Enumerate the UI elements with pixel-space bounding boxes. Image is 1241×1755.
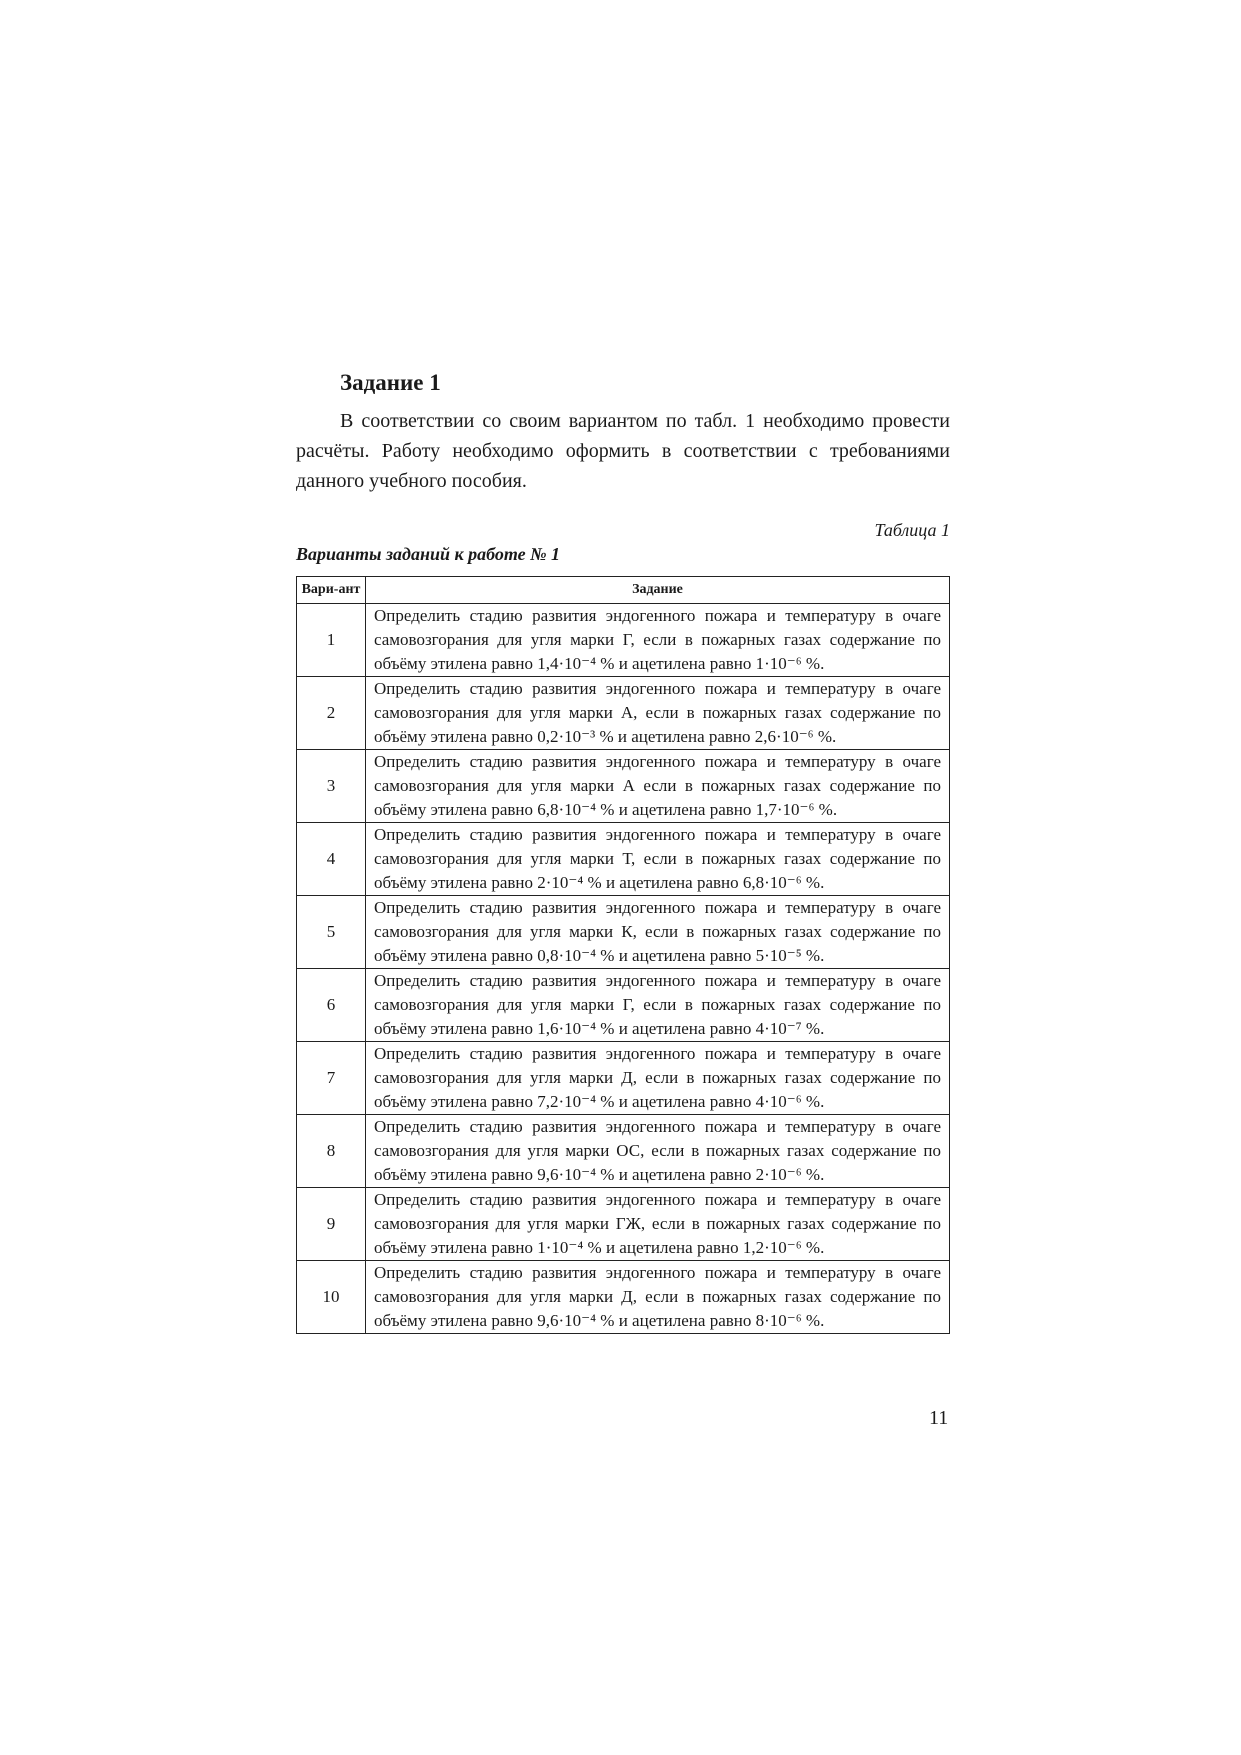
task-text: Определить стадию развития эндогенного пожара и температуру в очаге самовозгорания для угля марки Г, если в пожарных газах содержание по объёму этилена равно 1,4·10⁻⁴ % и ацетилена равно 1·10⁻⁶ %. — [366, 604, 950, 677]
variant-number: 7 — [297, 1042, 366, 1115]
task-text: Определить стадию развития эндогенного пожара и температуру в очаге самовозгорания для угля марки Д, если в пожарных газах содержание по объёму этилена равно 9,6·10⁻⁴ % и ацетилена равно 8·10⁻⁶ %. — [366, 1261, 950, 1334]
table-row — [297, 896, 950, 969]
table-row — [297, 969, 950, 1042]
table-row — [297, 1042, 950, 1115]
variant-number: 4 — [297, 823, 366, 896]
table-header-row — [297, 577, 950, 604]
task-text: Определить стадию развития эндогенного пожара и температуру в очаге самовозгорания для угля марки А, если в пожарных газах содержание по объёму этилена равно 0,2·10⁻³ % и ацетилена равно 2,6·10⁻⁶ %. — [366, 677, 950, 750]
variant-number: 10 — [297, 1261, 366, 1334]
table-row — [297, 677, 950, 750]
task-text: Определить стадию развития эндогенного пожара и температуру в очаге самовозгорания для угля марки Г, если в пожарных газах содержание по объёму этилена равно 1,6·10⁻⁴ % и ацетилена равно 4·10⁻⁷ %. — [366, 969, 950, 1042]
table-row — [297, 823, 950, 896]
table-row — [297, 1188, 950, 1261]
table-label-row — [296, 520, 950, 568]
variant-number: 2 — [297, 677, 366, 750]
task-heading: Задание 1 — [340, 370, 441, 395]
task-text: Определить стадию развития эндогенного пожара и температуру в очаге самовозгорания для угля марки А если в пожарных газах содержание по объёму этилена равно 6,8·10⁻⁴ % и ацетилена равно 1,7·10⁻⁶ %. — [366, 750, 950, 823]
intro-paragraph: В соответствии со своим вариантом по табл. 1 необходимо провести расчёты. Работу необходимо оформить в соответствии с требованиями данного учебного пособия. — [296, 410, 950, 492]
task-text: Определить стадию развития эндогенного пожара и температуру в очаге самовозгорания для угля марки Т, если в пожарных газах содержание по объёму этилена равно 2·10⁻⁴ % и ацетилена равно 6,8·10⁻⁶ %. — [366, 823, 950, 896]
header-task: Задание — [366, 577, 950, 604]
table-row — [297, 604, 950, 677]
variant-number: 9 — [297, 1188, 366, 1261]
task-text: Определить стадию развития эндогенного пожара и температуру в очаге самовозгорания для угля марки ГЖ, если в пожарных газах содержание по объёму этилена равно 1·10⁻⁴ % и ацетилена равно 1,2·10⁻⁶ %. — [366, 1188, 950, 1261]
table-row — [297, 1261, 950, 1334]
variant-number: 3 — [297, 750, 366, 823]
task-text: Определить стадию развития эндогенного пожара и температуру в очаге самовозгорания для угля марки К, если в пожарных газах содержание по объёму этилена равно 0,8·10⁻⁴ % и ацетилена равно 5·10⁻⁵ %. — [366, 896, 950, 969]
table-row — [297, 750, 950, 823]
variant-number: 1 — [297, 604, 366, 677]
variants-table — [296, 576, 950, 1334]
task-text: Определить стадию развития эндогенного пожара и температуру в очаге самовозгорания для угля марки ОС, если в пожарных газах содержание по объёму этилена равно 9,6·10⁻⁴ % и ацетилена равно 2·10⁻⁶ %. — [366, 1115, 950, 1188]
task-text: Определить стадию развития эндогенного пожара и температуру в очаге самовозгорания для угля марки Д, если в пожарных газах содержание по объёму этилена равно 7,2·10⁻⁴ % и ацетилена равно 4·10⁻⁶ %. — [366, 1042, 950, 1115]
page-content — [296, 368, 950, 1334]
variant-number: 5 — [297, 896, 366, 969]
variant-number: 8 — [297, 1115, 366, 1188]
header-variant: Вари-ант — [297, 577, 366, 604]
table-row — [297, 1115, 950, 1188]
table-caption: Варианты заданий к работе № 1 — [296, 544, 561, 564]
variant-number: 6 — [297, 969, 366, 1042]
table-label: Таблица 1 — [874, 520, 950, 540]
page-number: 11 — [929, 1407, 949, 1429]
